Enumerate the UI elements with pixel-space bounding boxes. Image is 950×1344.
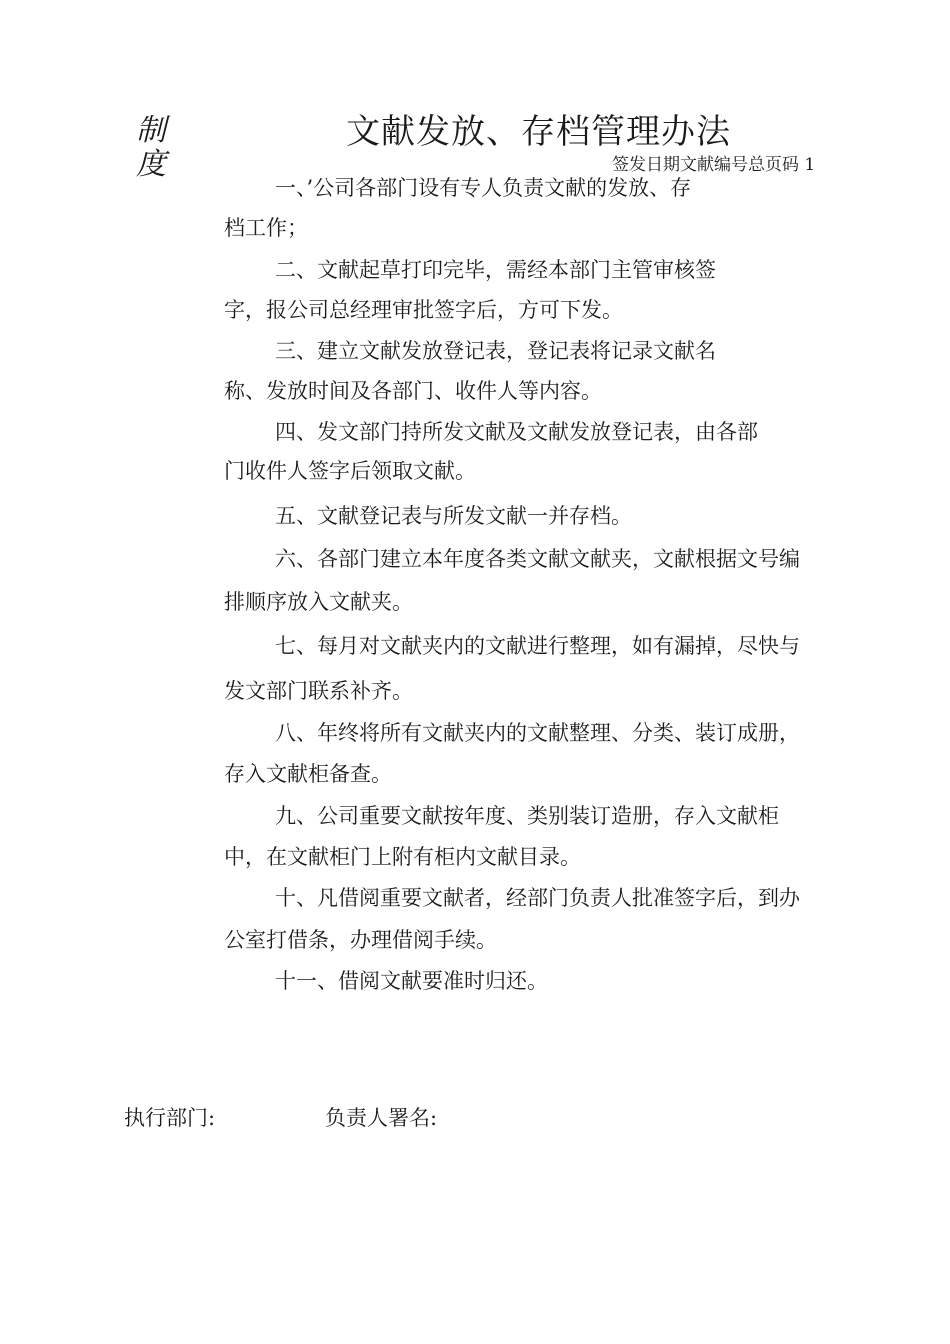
side-label: 制度 [136, 113, 166, 182]
paragraph-2-line-1: 二、文献起草打印完毕，需经本部门主管审核签 [275, 258, 716, 282]
executing-department-label: 执行部门: [124, 1106, 216, 1130]
paragraph-11-line-1: 十一、借阅文献要准时归还。 [275, 969, 548, 993]
document-title: 文献发放、存档管理办法 [346, 112, 731, 152]
paragraph-6-line-1: 六、各部门建立本年度各类文献文献夹，文献根据文号编 [275, 547, 800, 571]
paragraph-3-line-2: 称、发放时间及各部门、收件人等内容。 [224, 379, 602, 403]
paragraph-8-line-1: 八、年终将所有文献夹内的文献整理、分类、装订成册， [275, 721, 800, 745]
paragraph-2-line-2: 字，报公司总经理审批签字后，方可下发。 [224, 298, 623, 322]
paragraph-4-line-2: 门收件人签字后领取文献。 [224, 459, 476, 483]
paragraph-1-line-2: 档工作； [224, 216, 308, 240]
paragraph-3-line-1: 三、建立文献发放登记表，登记表将记录文献名 [275, 339, 716, 363]
paragraph-7-line-2: 发文部门联系补齐。 [224, 679, 413, 703]
paragraph-9-line-1: 九、公司重要文献按年度、类别装订造册，存入文献柜 [275, 804, 779, 828]
paragraph-5-line-1: 五、文献登记表与所发文献一并存档。 [275, 504, 632, 528]
responsible-person-signature-label: 负责人署名: [325, 1106, 438, 1130]
paragraph-9-line-2: 中，在文献柜门上附有柜内文献目录。 [224, 845, 581, 869]
paragraph-10-line-2: 公室打借条，办理借阅手续。 [224, 928, 497, 952]
paragraph-10-line-1: 十、凡借阅重要文献者，经部门负责人批准签字后，到办 [275, 886, 800, 910]
paragraph-8-line-2: 存入文献柜备查。 [224, 762, 392, 786]
paragraph-1-line-1: 一、’公司各部门设有专人负责文献的发放、存 [275, 176, 692, 200]
paragraph-4-line-1: 四、发文部门持所发文献及文献发放登记表，由各部 [275, 420, 758, 444]
paragraph-6-line-2: 排顺序放入文献夹。 [224, 590, 413, 614]
paragraph-7-line-1: 七、每月对文献夹内的文献进行整理，如有漏掉，尽快与 [275, 634, 800, 658]
document-meta: 签发日期文献编号总页码 1 [612, 155, 816, 175]
